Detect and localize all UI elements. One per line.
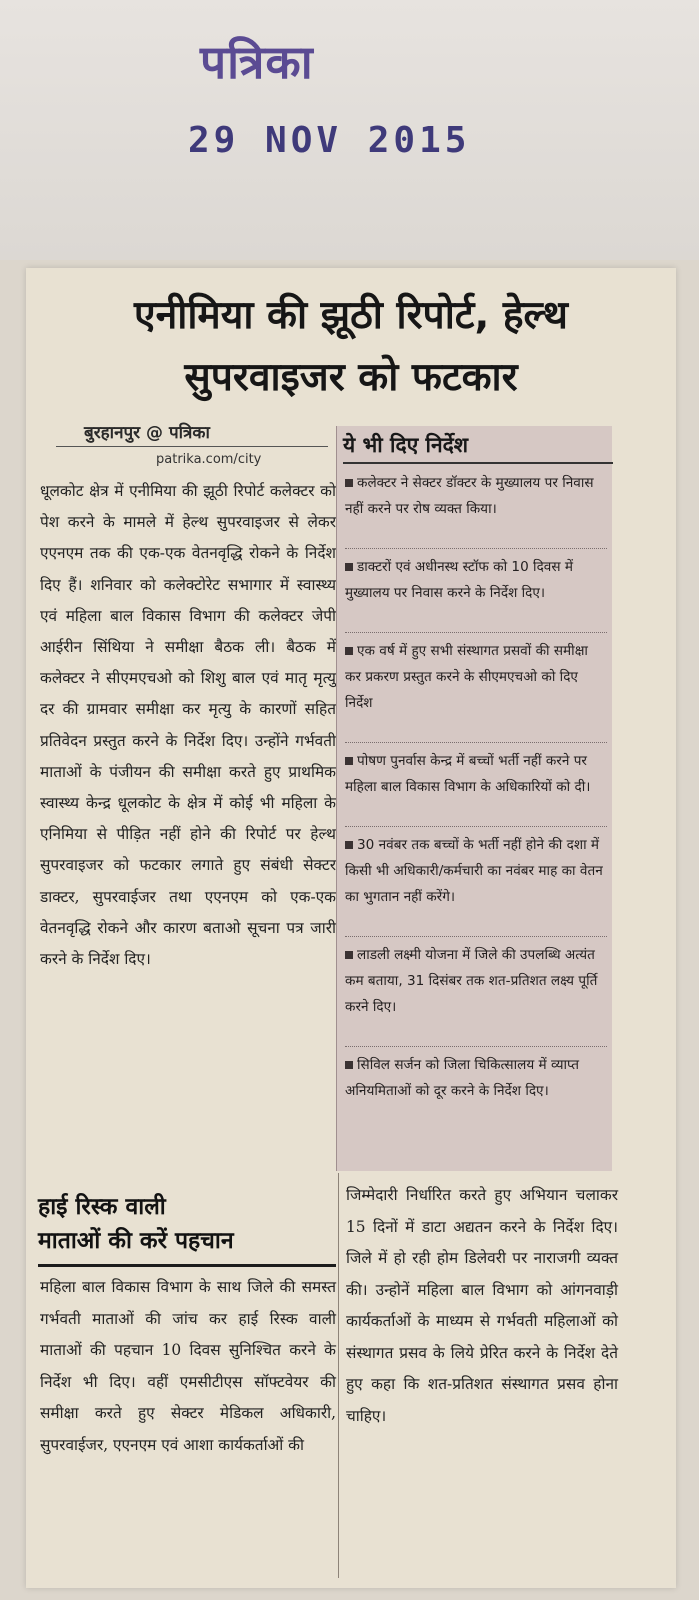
sidebar-item [345, 832, 607, 937]
stamp-publication-name: पत्रिका [200, 35, 314, 89]
publication-stamp [0, 0, 699, 260]
sidebar-item-text: पोषण पुनर्वास केन्द्र में बच्चों भर्ती नहीं करने पर महिला बाल विकास विभाग के अधिकारियों को दी। [345, 753, 591, 795]
news-clipping [26, 268, 676, 1588]
bullet-icon [345, 563, 353, 571]
subheading [38, 1190, 336, 1258]
sidebar-title: ये भी दिए निर्देश [343, 428, 613, 464]
bullet-icon [345, 951, 353, 959]
sidebar-item-text: सिविल सर्जन को जिला चिकित्सालय में व्याप्त अनियमिताओं को दूर करने के निर्देश दिए। [345, 1057, 579, 1099]
article-body-column-2 [346, 1180, 618, 1432]
directives-sidebar [336, 426, 612, 1171]
sidebar-item-text: कलेक्टर ने सेक्टर डॉक्टर के मुख्यालय पर निवास नहीं करने पर रोष व्यक्त किया। [345, 475, 594, 517]
bullet-icon [345, 647, 353, 655]
sidebar-item [345, 638, 607, 743]
sidebar-item-text: 30 नवंबर तक बच्चों के भर्ती नहीं होने की दशा में किसी भी अधिकारी/कर्मचारी का नवंबर माह का वेतन का भुगतान नहीं करेंगे। [345, 837, 603, 905]
bullet-icon [345, 757, 353, 765]
dateline-rule [56, 446, 328, 447]
sidebar-item-text: एक वर्ष में हुए सभी संस्थागत प्रसवों की समीक्षा कर प्रकरण प्रस्तुत करने के सीएमएचओ को दिए निर्देश [345, 643, 588, 711]
subheading-rule [38, 1264, 336, 1267]
headline-line-1: एनीमिया की झूठी रिपोर्ट, हेल्थ [134, 293, 568, 338]
headline-line-2: सुपरवाइजर को फटकार [184, 355, 518, 400]
article-body-column-1 [40, 476, 336, 975]
body-paragraph-1: धूलकोट क्षेत्र में एनीमिया की झूठी रिपोर्ट कलेक्टर को पेश करने के मामले में हेल्थ सुपरवाइजर से लेकर एएनएम तक की एक-एक वेतनवृद्धि रोकने के निर्देश दिए हैं। शनिवार को कलेक्टोरेट सभागार में स्वास्थ्य एवं महिला बाल विकास विभाग की कलेक्टर जेपी आईरीन सिंथिया ने समीक्षा बैठक ली। बैठक में कलेक्टर ने सीएमएचओ को शिशु बाल एवं मातृ मृत्यु दर की ग्रामवार समीक्षा कर मृत्यु के कारणों सहित प्रतिवेदन प्रस्तुत करने के निर्देश दिए। उन्होंने गर्भवती माताओं के पंजीयन की समीक्षा करते हुए प्राथमिक स्वास्थ्य केन्द्र धूलकोट के क्षेत्र में कोई भी महिला के एनिमिया से पीड़ित नहीं होने की रिपोर्ट पर हेल्थ सुपरवाइजर को फटकार लगाते हुए संबंधी सेक्टर डाक्टर, सुपरवाईजर तथा एएनएम को एक-एक वेतनवृद्धि रोकने और कारण बताओ सूचना पत्र जारी करने के निर्देश दिए। [40, 482, 336, 969]
bullet-icon [345, 1061, 353, 1069]
article-body-column-1b [40, 1272, 336, 1462]
sidebar-item [345, 470, 607, 549]
headline [26, 288, 676, 406]
sidebar-item [345, 942, 607, 1047]
sidebar-item [345, 748, 607, 827]
dateline: बुरहानपुर @ पत्रिका [84, 423, 210, 443]
sidebar-item-text: लाडली लक्ष्मी योजना में जिले की उपलब्धि अत्यंत कम बताया, 31 दिसंबर तक शत-प्रतिशत लक्ष्य पूर्ति करने दिए। [345, 947, 598, 1015]
subheading-line-1: हाई रिस्क वाली [38, 1194, 166, 1220]
subheading-line-2: माताओं की करें पहचान [38, 1228, 234, 1254]
sidebar-item [345, 1052, 607, 1156]
bullet-icon [345, 479, 353, 487]
column-divider [338, 1173, 339, 1578]
bullet-icon [345, 841, 353, 849]
sidebar-item-text: डाक्टरों एवं अधीनस्थ स्टॉफ को 10 दिवस में मुख्यालय पर निवास करने के निर्देश दिए। [345, 559, 573, 601]
body-paragraph-2: महिला बाल विकास विभाग के साथ जिले की समस्त गर्भवती माताओं की जांच कर हाई रिस्क वाली माताओं की पहचान 10 दिवस सुनिश्चित करने के निर्देश भी दिए। वहीं एमसीटीएस सॉफ्टवेयर की समीक्षा करते हुए सेक्टर मेडिकल अधिकारी, सुपरवाईजर, एएनएम एवं आशा कार्यकर्ताओं की [40, 1278, 336, 1454]
body-paragraph-3: जिम्मेदारी निर्धारित करते हुए अभियान चलाकर 15 दिनों में डाटा अद्यतन करने के निर्देश दिए। जिले में हो रही होम डिलेवरी पर नाराजगी व्यक्त की। उन्होनें महिला बाल विभाग को आंगनवाड़ी कार्यकर्ताओं के माध्यम से गर्भवती महिलाओं को संस्थागत प्रसव के लिये प्रेरित करने के निर्देश देते हुए कहा कि शत-प्रतिशत संस्थागत प्रसव होना चाहिए। [346, 1186, 618, 1425]
article-url: patrika.com/city [156, 452, 262, 467]
sidebar-item [345, 554, 607, 633]
stamp-date: 29 NOV 2015 [188, 120, 471, 161]
